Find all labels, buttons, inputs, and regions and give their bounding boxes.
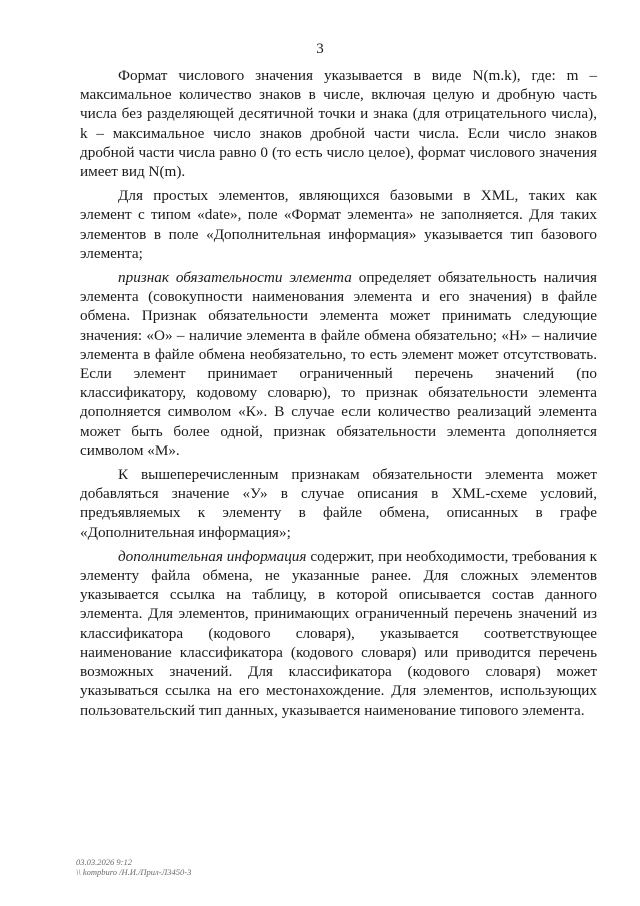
paragraph-text: определяет обязательность наличия элемента (совокупности наименования элемента и его значения) в файле обмена. Признак обязательности элемента может принимать следующие значения: «О» – наличие элемента в файле обмена обязательно; «Н» – наличие элемента в файле обмена необязательно, то есть элемент может отсутствовать. Если элемент принимает ограниченный перечень значений (по классификатору, кодовому словарю), то признак обязательности элемента дополняется символом «К». В случае если количество реализаций элемента может быть более одной, признак обязательности элемента дополняется символом «М». — [80, 269, 597, 459]
paragraph — [80, 268, 597, 460]
paragraph-text: К вышеперечисленным признакам обязательности элемента может добавляться значение «У» в случае описания в XML-схеме условий, предъявляемых к элементу в файле обмена, описанных в графе «Дополнительная информация»; — [80, 466, 597, 541]
footer-reference: \\ kompburo /Н.И./Прил-Л3450-3 — [76, 867, 192, 877]
paragraph — [80, 547, 597, 720]
paragraph-lead: признак обязательности элемента — [118, 269, 352, 287]
paragraph — [80, 465, 597, 542]
body-text — [80, 66, 597, 720]
paragraph-text: содержит, при необходимости, требования к элементу файла обмена, не указанные ранее. Для сложных элементов указывается ссылка на таблицу, в которой описывается состав данного элемента. Для элементов, принимающих ограниченный перечень значений из классификатора (кодового словаря), указывается соответствующее наименование классификатора (кодового словаря) или приводится перечень возможных значений. Для классификатора (кодового словаря) может указываться ссылка на его местонахождение. Для элементов, использующих пользовательский тип данных, указывается наименование типового элемента. — [80, 547, 597, 719]
paragraph-text: Для простых элементов, являющихся базовыми в XML, таких как элемент с типом «date», поле «Формат элемента» не заполняется. Для таких элементов в поле «Дополнительная информация» указывается тип базового элемента; — [80, 187, 597, 262]
footer-date: 03.03.2026 9:12 — [76, 857, 132, 867]
paragraph-text: Формат числового значения указывается в виде N(m.k), где: m – максимальное количество знаков в числе, включая целую и дробную часть числа без разделяющей десятичной точки и знака (для отрицательного числа), k – максимальное число знаков дробной части числа. Если число знаков дробной части числа равно 0 (то есть число целое), формат числового значения имеет вид N(m). — [80, 67, 597, 181]
footer-stamp — [76, 857, 191, 877]
paragraph — [80, 66, 597, 181]
paragraph-lead: дополнительная информация — [118, 547, 307, 565]
page-number: 3 — [316, 41, 324, 57]
paragraph — [80, 186, 597, 263]
